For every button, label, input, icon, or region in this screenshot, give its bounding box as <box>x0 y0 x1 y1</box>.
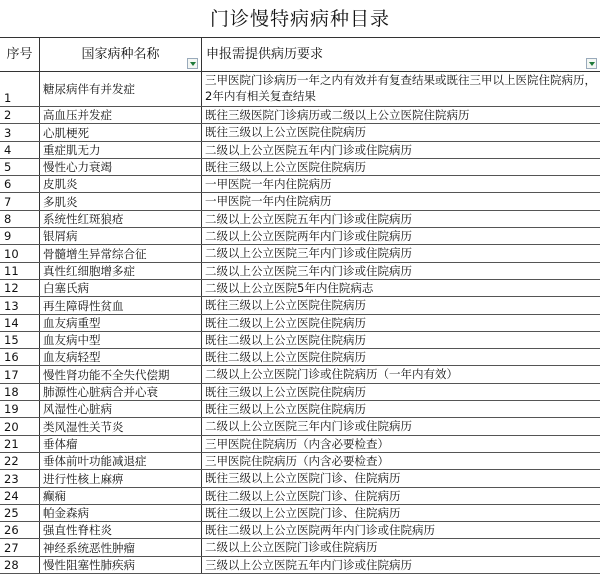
cell-requirement-text: 二级以上公立医院三年内门诊或住院病历 <box>205 419 412 434</box>
cell-requirement[interactable] <box>202 366 600 382</box>
column-header-name[interactable] <box>40 38 202 72</box>
cell-disease-name[interactable] <box>40 384 202 400</box>
cell-no-text: 24 <box>4 488 19 503</box>
cell-no[interactable] <box>0 297 40 313</box>
cell-requirement-text: 三级以上公立医院五年内门诊或住院病历 <box>205 557 412 572</box>
cell-requirement-text: 二级以上公立医院三年内门诊或住院病历 <box>205 263 412 278</box>
cell-no[interactable] <box>0 349 40 365</box>
cell-disease-name-text: 慢性心力衰竭 <box>43 160 112 175</box>
cell-no-text: 6 <box>4 177 12 192</box>
cell-requirement[interactable] <box>202 522 600 538</box>
table-row[interactable] <box>0 211 600 228</box>
table-row[interactable] <box>0 297 600 314</box>
cell-requirement[interactable] <box>202 384 600 400</box>
cell-disease-name[interactable] <box>40 436 202 452</box>
cell-disease-name-text: 血友病轻型 <box>43 350 101 365</box>
table-row[interactable] <box>0 142 600 159</box>
cell-disease-name[interactable] <box>40 280 202 296</box>
cell-no[interactable] <box>0 193 40 209</box>
cell-disease-name-text: 真性红细胞增多症 <box>43 263 135 278</box>
cell-requirement-text: 二级以上公立医院门诊或住院病历 <box>205 540 378 555</box>
cell-requirement-text: 既往二级以上公立医院住院病历 <box>205 315 366 330</box>
cell-disease-name-text: 多肌炎 <box>43 194 78 209</box>
cell-disease-name[interactable] <box>40 228 202 244</box>
cell-no[interactable] <box>0 211 40 227</box>
cell-no[interactable] <box>0 453 40 469</box>
column-header-no-label: 序号 <box>6 47 33 62</box>
cell-no[interactable] <box>0 72 40 106</box>
cell-disease-name-text: 血友病重型 <box>43 315 101 330</box>
cell-requirement[interactable] <box>202 297 600 313</box>
cell-requirement[interactable] <box>202 176 600 192</box>
cell-no-text: 16 <box>4 350 19 365</box>
cell-no[interactable] <box>0 142 40 158</box>
cell-requirement-text: 二级以上公立医院三年内门诊或住院病历 <box>205 246 412 261</box>
cell-requirement[interactable] <box>202 142 600 158</box>
cell-requirement[interactable] <box>202 453 600 469</box>
table-row[interactable] <box>0 470 600 487</box>
table-row[interactable] <box>0 505 600 522</box>
cell-no[interactable] <box>0 124 40 140</box>
cell-requirement[interactable] <box>202 193 600 209</box>
table-row[interactable] <box>0 349 600 366</box>
cell-requirement[interactable] <box>202 332 600 348</box>
cell-disease-name-text: 银屑病 <box>43 229 78 244</box>
cell-disease-name-text: 白塞氏病 <box>43 281 89 296</box>
table-row[interactable] <box>0 159 600 176</box>
column-header-no[interactable] <box>0 38 40 72</box>
table-row[interactable] <box>0 522 600 539</box>
cell-requirement-text: 既往三级以上公立医院住院病历 <box>205 402 366 417</box>
cell-no-text: 7 <box>4 194 12 209</box>
cell-requirement-text: 既往二级以上公立医院两年内门诊或住院病历 <box>205 523 435 538</box>
cell-no[interactable] <box>0 384 40 400</box>
cell-disease-name-text: 风湿性心脏病 <box>43 402 112 417</box>
cell-disease-name-text: 类风湿性关节炎 <box>43 419 124 434</box>
cell-no-text: 19 <box>4 402 19 417</box>
cell-disease-name[interactable] <box>40 245 202 261</box>
table-row[interactable] <box>0 418 600 435</box>
table-row[interactable] <box>0 263 600 280</box>
cell-no-text: 22 <box>4 454 19 469</box>
cell-no-text: 3 <box>4 125 12 140</box>
cell-no-text: 4 <box>4 142 12 157</box>
cell-disease-name-text: 骨髓增生异常综合征 <box>43 246 147 261</box>
cell-no[interactable] <box>0 228 40 244</box>
cell-disease-name[interactable] <box>40 72 202 106</box>
cell-disease-name[interactable] <box>40 505 202 521</box>
cell-no[interactable] <box>0 159 40 175</box>
table-row[interactable] <box>0 228 600 245</box>
cell-disease-name[interactable] <box>40 107 202 123</box>
cell-disease-name[interactable] <box>40 176 202 192</box>
column-header-name-label: 国家病种名称 <box>81 47 160 62</box>
table-row[interactable] <box>0 366 600 383</box>
cell-requirement-text: 二级以上公立医院两年内门诊或住院病历 <box>205 229 412 244</box>
cell-requirement-text: 既往二级以上公立医院住院病历 <box>205 350 366 365</box>
table-row[interactable] <box>0 332 600 349</box>
cell-no-text: 26 <box>4 523 19 538</box>
cell-disease-name[interactable] <box>40 193 202 209</box>
table-body <box>0 72 600 574</box>
cell-requirement[interactable] <box>202 488 600 504</box>
cell-disease-name-text: 皮肌炎 <box>43 177 78 192</box>
cell-requirement[interactable] <box>202 263 600 279</box>
cell-requirement[interactable] <box>202 539 600 555</box>
cell-disease-name[interactable] <box>40 124 202 140</box>
cell-requirement-text: 既往三级医院门诊病历或二级以上公立医院住院病历 <box>205 108 470 122</box>
cell-requirement-text: 一甲医院一年内住院病历 <box>205 194 332 209</box>
cell-disease-name-text: 重症肌无力 <box>43 142 101 157</box>
cell-requirement-text: 三甲医院住院病历（内含必要检查） <box>205 436 389 451</box>
cell-disease-name[interactable] <box>40 453 202 469</box>
cell-no-text: 1 <box>4 91 12 105</box>
cell-no-text: 17 <box>4 367 19 382</box>
cell-requirement[interactable] <box>202 159 600 175</box>
cell-no[interactable] <box>0 280 40 296</box>
cell-no-text: 13 <box>4 298 19 313</box>
cell-requirement-text: 三甲医院住院病历（内含必要检查） <box>205 453 389 468</box>
cell-disease-name-text: 心肌梗死 <box>43 125 89 140</box>
cell-disease-name[interactable] <box>40 470 202 486</box>
cell-disease-name-text: 帕金森病 <box>43 506 89 521</box>
cell-no[interactable] <box>0 366 40 382</box>
cell-disease-name-text: 肺源性心脏病合并心衰 <box>43 385 158 400</box>
cell-requirement-text: 二级以上公立医院门诊或住院病历（一年内有效） <box>205 367 458 382</box>
cell-requirement[interactable] <box>202 436 600 452</box>
cell-disease-name[interactable] <box>40 349 202 365</box>
cell-no-text: 20 <box>4 419 19 434</box>
cell-no-text: 9 <box>4 229 12 244</box>
cell-requirement[interactable] <box>202 401 600 417</box>
cell-no-text: 18 <box>4 385 19 400</box>
cell-requirement-text: 一甲医院一年内住院病历 <box>205 177 332 192</box>
table-row[interactable] <box>0 488 600 505</box>
cell-no-text: 14 <box>4 315 19 330</box>
cell-disease-name[interactable] <box>40 211 202 227</box>
cell-requirement-text: 既往三级以上公立医院住院病历 <box>205 125 366 140</box>
cell-disease-name[interactable] <box>40 263 202 279</box>
cell-disease-name-text: 慢性肾功能不全失代偿期 <box>43 367 170 382</box>
cell-requirement-text: 既往三级以上公立医院住院病历 <box>205 298 366 313</box>
cell-no-text: 21 <box>4 436 19 451</box>
cell-no[interactable] <box>0 505 40 521</box>
cell-no-text: 25 <box>4 506 19 521</box>
cell-disease-name[interactable] <box>40 159 202 175</box>
column-header-requirement[interactable] <box>202 38 600 72</box>
cell-no[interactable] <box>0 557 40 573</box>
cell-disease-name[interactable] <box>40 539 202 555</box>
cell-no-text: 27 <box>4 540 19 555</box>
cell-disease-name-text: 再生障碍性贫血 <box>43 298 124 313</box>
cell-requirement-text: 三甲医院门诊病历一年之内有效并有复查结果或既往三甲以上医院住院病历，2年内有相关复查结果 <box>205 73 596 103</box>
filter-dropdown-icon[interactable] <box>187 58 198 69</box>
cell-disease-name-text: 高血压并发症 <box>43 108 112 123</box>
cell-requirement-text: 既往三级以上公立医院门诊、住院病历 <box>205 471 401 486</box>
cell-no[interactable] <box>0 332 40 348</box>
cell-requirement[interactable] <box>202 211 600 227</box>
table-row[interactable] <box>0 193 600 210</box>
cell-disease-name[interactable] <box>40 401 202 417</box>
table-row[interactable] <box>0 176 600 193</box>
cell-disease-name-text: 强直性脊柱炎 <box>43 523 112 538</box>
table-row[interactable] <box>0 280 600 297</box>
cell-requirement-text: 二级以上公立医院5年内住院病志 <box>205 280 374 295</box>
cell-no-text: 5 <box>4 160 12 175</box>
table-row[interactable] <box>0 384 600 401</box>
table-row[interactable] <box>0 557 600 574</box>
cell-no-text: 11 <box>4 263 19 278</box>
cell-requirement[interactable] <box>202 470 600 486</box>
table-row[interactable] <box>0 453 600 470</box>
cell-requirement[interactable] <box>202 107 600 123</box>
cell-disease-name[interactable] <box>40 315 202 331</box>
cell-requirement-text: 既往二级以上公立医院住院病历 <box>205 332 366 347</box>
cell-no-text: 10 <box>4 246 19 261</box>
cell-no[interactable] <box>0 470 40 486</box>
cell-disease-name[interactable] <box>40 332 202 348</box>
cell-requirement-text: 既往二级以上公立医院门诊、住院病历 <box>205 488 401 503</box>
cell-no-text: 23 <box>4 471 19 486</box>
filter-dropdown-icon[interactable] <box>586 58 597 69</box>
table-row[interactable] <box>0 245 600 262</box>
cell-disease-name[interactable] <box>40 522 202 538</box>
cell-requirement[interactable] <box>202 349 600 365</box>
cell-requirement[interactable] <box>202 280 600 296</box>
cell-no[interactable] <box>0 418 40 434</box>
cell-disease-name[interactable] <box>40 366 202 382</box>
cell-disease-name-text: 糖尿病伴有并发症 <box>43 82 135 96</box>
cell-disease-name[interactable] <box>40 557 202 573</box>
cell-no[interactable] <box>0 245 40 261</box>
cell-requirement[interactable] <box>202 228 600 244</box>
table-row[interactable] <box>0 72 600 107</box>
table-row[interactable] <box>0 124 600 141</box>
cell-no[interactable] <box>0 315 40 331</box>
cell-disease-name[interactable] <box>40 142 202 158</box>
cell-requirement-text: 既往二级以上公立医院门诊、住院病历 <box>205 505 401 520</box>
cell-disease-name[interactable] <box>40 297 202 313</box>
cell-no[interactable] <box>0 107 40 123</box>
cell-requirement[interactable] <box>202 72 600 106</box>
table-row[interactable] <box>0 401 600 418</box>
cell-no[interactable] <box>0 436 40 452</box>
cell-requirement[interactable] <box>202 315 600 331</box>
cell-disease-name-text: 血友病中型 <box>43 333 101 348</box>
cell-no-text: 2 <box>4 108 12 123</box>
cell-requirement[interactable] <box>202 124 600 140</box>
cell-disease-name-text: 进行性核上麻痹 <box>43 471 124 486</box>
cell-disease-name-text: 垂体瘤 <box>43 436 78 451</box>
cell-no[interactable] <box>0 539 40 555</box>
cell-no-text: 12 <box>4 281 19 296</box>
cell-requirement-text: 既往三级以上公立医院住院病历 <box>205 384 366 399</box>
cell-no[interactable] <box>0 522 40 538</box>
cell-disease-name-text: 癫痫 <box>43 488 66 503</box>
cell-disease-name-text: 系统性红斑狼疮 <box>43 212 124 227</box>
cell-no[interactable] <box>0 176 40 192</box>
cell-requirement[interactable] <box>202 418 600 434</box>
table-row[interactable] <box>0 539 600 556</box>
cell-no-text: 15 <box>4 333 19 348</box>
cell-requirement[interactable] <box>202 505 600 521</box>
cell-requirement-text: 二级以上公立医院五年内门诊或住院病历 <box>205 142 412 157</box>
cell-disease-name-text: 神经系统恶性肿瘤 <box>43 540 135 555</box>
sheet-title: 门诊慢特病病种目录 <box>0 0 600 38</box>
table-row[interactable] <box>0 107 600 124</box>
cell-no[interactable] <box>0 263 40 279</box>
column-header-requirement-label: 申报需提供病历要求 <box>206 47 324 62</box>
cell-requirement[interactable] <box>202 245 600 261</box>
cell-disease-name-text: 慢性阻塞性肺疾病 <box>43 558 135 573</box>
cell-no-text: 28 <box>4 558 19 573</box>
table-row[interactable] <box>0 315 600 332</box>
table-row[interactable] <box>0 436 600 453</box>
cell-disease-name[interactable] <box>40 418 202 434</box>
cell-requirement[interactable] <box>202 557 600 573</box>
cell-no-text: 8 <box>4 212 12 227</box>
cell-requirement-text: 既往三级以上公立医院住院病历 <box>205 159 366 174</box>
cell-requirement-text: 二级以上公立医院五年内门诊或住院病历 <box>205 211 412 226</box>
cell-disease-name-text: 垂体前叶功能减退症 <box>43 454 147 469</box>
cell-no[interactable] <box>0 488 40 504</box>
cell-no[interactable] <box>0 401 40 417</box>
cell-disease-name[interactable] <box>40 488 202 504</box>
